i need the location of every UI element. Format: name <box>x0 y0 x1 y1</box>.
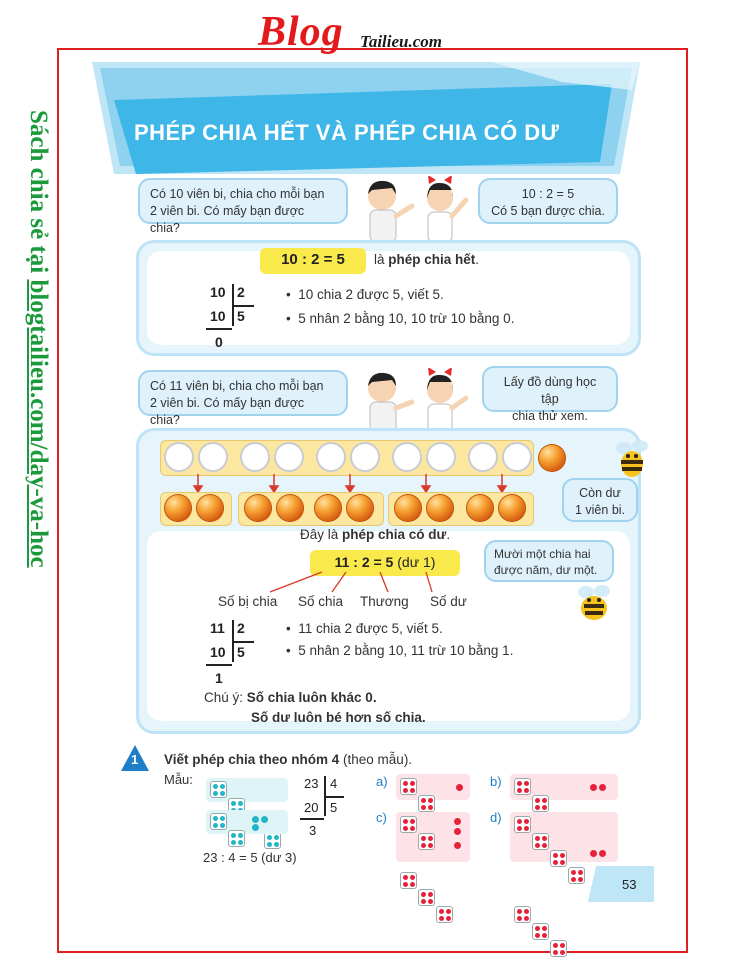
children-illustration <box>352 176 472 242</box>
side-banner-prefix: Sách chia sẻ tại <box>25 110 52 280</box>
question-bubble-1 <box>138 178 348 235</box>
remainder-step-2: • 5 nhân 2 bằng 10, 11 trừ 10 bằng 1. <box>286 643 514 658</box>
equation-part-arrows <box>260 568 460 596</box>
label-remainder: Số dư <box>430 594 467 609</box>
option-c-groups[interactable] <box>396 812 470 862</box>
page-title: PHÉP CHIA HẾT VÀ PHÉP CHIA CÓ DƯ <box>134 120 560 145</box>
logo-blog-text: Blog <box>258 9 344 55</box>
sample-groups-top <box>206 778 288 802</box>
option-b-groups[interactable] <box>510 774 618 800</box>
label-quotient: Thương <box>360 594 409 609</box>
title-banner <box>92 62 652 174</box>
answer-2-line1: Lấy đồ dùng học tập <box>503 375 597 406</box>
answer-bubble-2 <box>482 366 618 423</box>
option-a-groups[interactable] <box>396 774 470 800</box>
site-logo[interactable] <box>258 8 488 55</box>
exact-equation: 10 : 2 = 5 <box>260 248 366 274</box>
bee-speech-bubble: Mười một chia hai được năm, dư một. <box>484 540 614 582</box>
question-bubble-2 <box>138 370 348 427</box>
bee-icon <box>612 436 652 480</box>
label-divisor: Số chia <box>298 594 344 609</box>
question-2-line2: 2 viên bi. Có mấy bạn được chia? <box>150 396 305 427</box>
remainder-caption-term: phép chia có dư <box>342 527 447 542</box>
sample-result: 23 : 4 = 5 (dư 3) <box>203 850 297 865</box>
logo-site-text: Tailieu.com <box>360 32 443 51</box>
exercise-instruction: Viết phép chia theo nhóm 4 (theo mẫu). <box>164 752 413 767</box>
long-division-exact: 10 2 10 5 0 <box>206 284 266 354</box>
remainder-caption: Đây là phép chia có dư. <box>300 527 451 542</box>
exercise-number: 1 <box>131 752 139 767</box>
sample-long-division: 23 4 20 5 3 <box>300 776 360 846</box>
remainder-note-bubble: Còn dư 1 viên bi. <box>562 478 638 522</box>
children-illustration-2 <box>352 368 472 434</box>
option-d-groups[interactable] <box>510 812 618 862</box>
option-d-label: d) <box>490 810 502 825</box>
note-line-2: Số dư luôn bé hơn số chia. <box>251 710 426 725</box>
answer-1-line2: Có 5 bạn được chia. <box>491 204 605 218</box>
side-banner-link[interactable]: blogtailieu.com/day-va-hoc <box>25 279 52 568</box>
distribution-arrows <box>160 474 532 494</box>
question-2-line1: Có 11 viên bi, chia cho mỗi bạn <box>150 379 324 393</box>
answer-bubble-1 <box>478 178 618 224</box>
label-dividend: Số bị chia <box>218 594 278 609</box>
exact-label: là phép chia hết. <box>374 252 480 267</box>
remainder-equation: 11 : 2 = 5 (dư 1) <box>310 550 460 576</box>
question-1-line1: Có 10 viên bi, chia cho mỗi bạn <box>150 187 325 201</box>
option-b-label: b) <box>490 774 502 789</box>
exact-step-2: • 5 nhân 2 bằng 10, 10 trừ 10 bằng 0. <box>286 311 515 326</box>
long-division-remainder: 11 2 10 5 1 <box>206 620 266 690</box>
page-number: 53 <box>622 877 637 892</box>
question-1-line2: 2 viên bi. Có mấy bạn được chia? <box>150 204 305 235</box>
side-banner <box>8 110 52 750</box>
sample-label: Mẫu: <box>164 772 193 787</box>
remainder-step-1: • 11 chia 2 được 5, viết 5. <box>286 621 443 636</box>
leftover-marble <box>538 444 566 472</box>
note-line-1: Chú ý: Số chia luôn khác 0. <box>204 690 377 705</box>
answer-2-line2: chia thử xem. <box>512 409 588 423</box>
answer-1-line1: 10 : 2 = 5 <box>521 187 575 201</box>
option-c-label: c) <box>376 810 387 825</box>
exact-label-term: phép chia hết <box>388 252 476 267</box>
page-number-tab <box>588 866 654 902</box>
option-a-label: a) <box>376 774 388 789</box>
bee-icon-2 <box>572 582 616 626</box>
sample-groups-bottom <box>206 810 288 834</box>
exact-step-1: • 10 chia 2 được 5, viết 5. <box>286 287 444 302</box>
